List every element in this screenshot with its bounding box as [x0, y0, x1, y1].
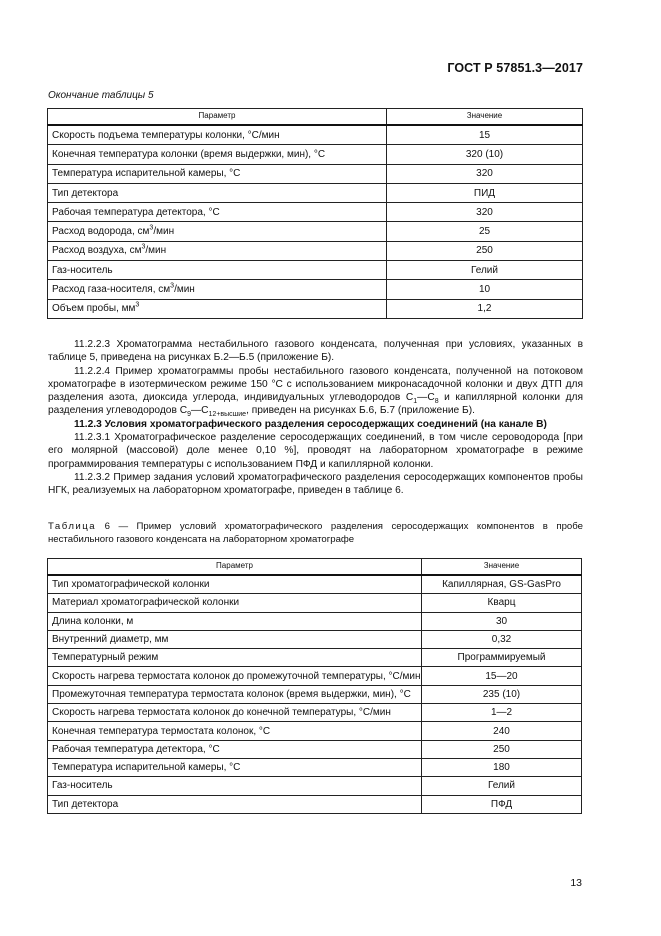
- table-row: [48, 667, 582, 685]
- value-cell: 320: [387, 203, 583, 222]
- table-row: [48, 299, 583, 318]
- paragraph-11-2-3-2: 11.2.3.2 Пример задания условий хроматографического разделения серосодержащих компонентов пробы НГК, реализуемых на лабораторном хроматографе, приведен в таблице 6.: [48, 471, 583, 497]
- value-cell: Кварц: [422, 594, 582, 612]
- param-cell: Конечная температура колонки (время выдержки, мин), °С: [48, 145, 387, 164]
- table-row: [48, 612, 582, 630]
- table-row: [48, 261, 583, 280]
- param-cell: Промежуточная температура термостата колонок (время выдержки, мин), °С: [48, 685, 422, 703]
- value-cell: 10: [387, 280, 583, 299]
- param-cell: Температурный режим: [48, 649, 422, 667]
- value-cell: Гелий: [422, 777, 582, 795]
- table-row: [48, 203, 583, 222]
- value-cell: 1,2: [387, 299, 583, 318]
- body-text: [48, 338, 583, 498]
- value-cell: 320 (10): [387, 145, 583, 164]
- param-cell: Газ-носитель: [48, 777, 422, 795]
- table-6: [47, 558, 582, 814]
- table-row: [48, 280, 583, 299]
- value-cell: Капиллярная, GS-GasPro: [422, 575, 582, 594]
- table-row: [48, 125, 583, 145]
- param-cell: Объем пробы, $мм^3$: [48, 299, 387, 318]
- param-cell: Тип хроматографической колонки: [48, 575, 422, 594]
- param-cell: Материал хроматографической колонки: [48, 594, 422, 612]
- param-cell: Тип детектора: [48, 795, 422, 813]
- table-row: [48, 704, 582, 722]
- document-id: ГОСТ Р 57851.3—2017: [447, 61, 583, 75]
- param-cell: Скорость нагрева термостата колонок до конечной температуры, °С/мин: [48, 704, 422, 722]
- table-row: [48, 722, 582, 740]
- param-cell: Длина колонки, м: [48, 612, 422, 630]
- param-cell: Тип детектора: [48, 183, 387, 202]
- table-row: [48, 685, 582, 703]
- table-row: [48, 575, 582, 594]
- value-cell: 0,32: [422, 630, 582, 648]
- param-cell: Температура испарительной камеры, °С: [48, 758, 422, 776]
- table-row: [48, 740, 582, 758]
- section-heading-11-2-3: 11.2.3 Условия хроматографического разделения серосодержащих соединений (на канале В): [74, 418, 547, 430]
- table-row: [48, 145, 583, 164]
- value-cell: 15—20: [422, 667, 582, 685]
- value-cell: ПИД: [387, 183, 583, 202]
- value-cell: 320: [387, 164, 583, 183]
- param-cell: Температура испарительной камеры, °С: [48, 164, 387, 183]
- value-cell: Гелий: [387, 261, 583, 280]
- value-cell: Программируемый: [422, 649, 582, 667]
- value-cell: 15: [387, 125, 583, 145]
- param-cell: Расход водорода, $см^3$/мин: [48, 222, 387, 241]
- table-row: [48, 241, 583, 260]
- value-cell: 25: [387, 222, 583, 241]
- table-row: [48, 777, 582, 795]
- value-cell: 250: [422, 740, 582, 758]
- table5-header-row: [48, 109, 583, 126]
- table5-caption: Окончание таблицы 5: [48, 90, 154, 101]
- paragraph-11-2-3-1: 11.2.3.1 Хроматографическое разделение серосодержащих соединений, в том числе сероводорода [при его молярной (массовой) доле менее 0,10 %], проводят на лабораторном хроматографе в режиме программирования температуры с использованием ПФД и капиллярной колонки.: [48, 432, 583, 470]
- table6-caption: Таблица 6 — Пример условий хроматографического разделения серосодержащих компонентов в пробе нестабильного газового конденсата на лабораторном хроматографе: [48, 521, 583, 545]
- table-row: [48, 795, 582, 813]
- table-5: [47, 108, 583, 319]
- value-cell: 180: [422, 758, 582, 776]
- param-cell: Рабочая температура детектора, °С: [48, 203, 387, 222]
- value-cell: 1—2: [422, 704, 582, 722]
- value-cell: 250: [387, 241, 583, 260]
- param-cell: Конечная температура термостата колонок, °С: [48, 722, 422, 740]
- page-number: 13: [570, 877, 582, 889]
- value-cell: 240: [422, 722, 582, 740]
- param-cell: Расход газа-носителя, $см^3$/мин: [48, 280, 387, 299]
- param-cell: Скорость подъема температуры колонки, °С/мин: [48, 125, 387, 145]
- table6-col-value: Значение: [422, 559, 582, 576]
- value-cell: ПФД: [422, 795, 582, 813]
- table-row: [48, 222, 583, 241]
- table-row: [48, 649, 582, 667]
- table-row: [48, 758, 582, 776]
- table6-header-row: [48, 559, 582, 576]
- param-cell: Расход воздуха, $см^3$/мин: [48, 241, 387, 260]
- param-cell: Внутренний диаметр, мм: [48, 630, 422, 648]
- table5-col-value: Значение: [387, 109, 583, 126]
- table-row: [48, 594, 582, 612]
- table-row: [48, 183, 583, 202]
- table-row: [48, 630, 582, 648]
- param-cell: Скорость нагрева термостата колонок до промежуточной температуры, °С/мин: [48, 667, 422, 685]
- value-cell: 235 (10): [422, 685, 582, 703]
- table6-col-param: Параметр: [48, 559, 422, 576]
- paragraph-11-2-2-4: 11.2.2.4 Пример хроматограммы пробы нестабильного газового конденсата, полученной на потоковом хроматографе в изотермическом режиме 150 °С с использованием микронасадочной колонки и двух ДТП для разделения азота, диоксида углерода, индивидуальных углеводородов $С_1—С_8$ и капиллярной колонки для разделения углеводородов $С_9—С_{12+высшие}$, приведен на рисунках Б.6, Б.7 (приложение Б).: [48, 365, 583, 419]
- paragraph-11-2-2-3: 11.2.2.3 Хроматограмма нестабильного газового конденсата, полученная при условиях, указанных в таблице 5, приведена на рисунках Б.2—Б.5 (приложение Б).: [48, 339, 583, 364]
- value-cell: 30: [422, 612, 582, 630]
- table5-col-param: Параметр: [48, 109, 387, 126]
- table-row: [48, 164, 583, 183]
- param-cell: Рабочая температура детектора, °С: [48, 740, 422, 758]
- param-cell: Газ-носитель: [48, 261, 387, 280]
